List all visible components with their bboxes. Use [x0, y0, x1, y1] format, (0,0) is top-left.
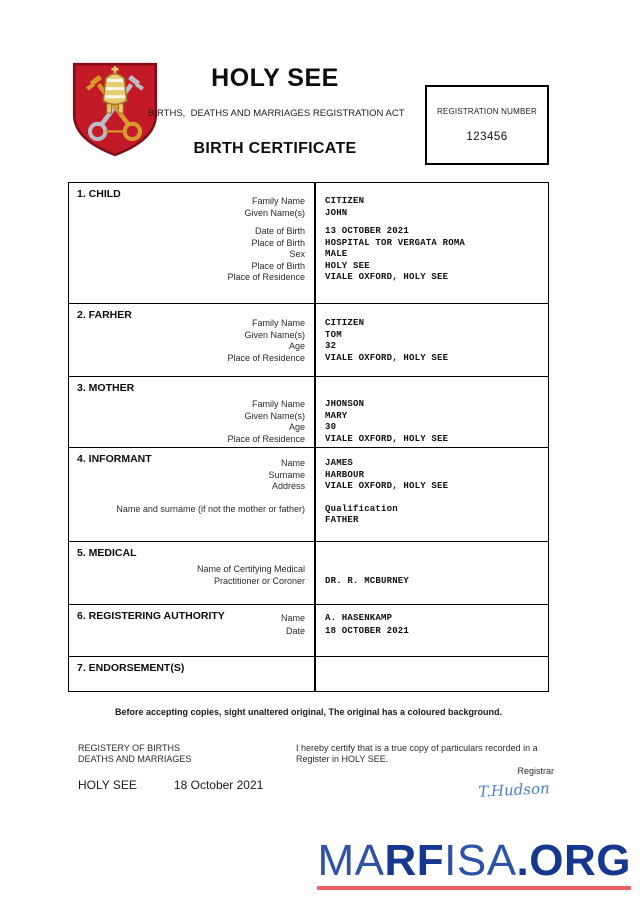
- field-value: FATHER: [325, 515, 359, 525]
- field-value: 30: [325, 422, 337, 432]
- field-label: [69, 515, 314, 527]
- field-label: Place of Birth: [251, 237, 305, 248]
- field-line: [69, 238, 548, 250]
- field-line: [69, 576, 548, 588]
- field-label: Family Name: [251, 318, 305, 328]
- field-value: VIALE OXFORD, HOLY SEE: [325, 433, 449, 444]
- field-label: Name of Certifying Medical: [196, 564, 305, 574]
- document-type-title: BIRTH CERTIFICATE: [193, 140, 357, 157]
- section-lines: [69, 304, 548, 364]
- section-lines: [69, 542, 548, 587]
- field-line: [69, 399, 548, 411]
- section-row-6: [69, 604, 548, 656]
- logo-segment: ISA: [444, 836, 517, 885]
- section-row-5: [69, 541, 548, 604]
- section-lines: [69, 183, 548, 284]
- field-label: Age: [288, 422, 305, 432]
- field-line: [69, 470, 548, 482]
- section-row-1: [69, 183, 548, 303]
- certificate-table: [68, 182, 549, 692]
- logo-segment: .ORG: [516, 836, 631, 885]
- site-logo[interactable]: [317, 838, 631, 890]
- field-value: VIALE OXFORD, HOLY SEE: [325, 352, 449, 363]
- field-line: [69, 434, 548, 446]
- footer-place: HOLY SEE: [78, 778, 137, 792]
- field-label: Place of Residence: [227, 352, 305, 363]
- registrar-signature: T.Hudson: [477, 779, 551, 801]
- field-value: JHONSON: [325, 399, 365, 409]
- section-title: 7. ENDORSEMENT(S): [77, 662, 185, 674]
- field-value: CITIZEN: [325, 196, 365, 206]
- field-label: Name: [280, 613, 305, 623]
- registration-number-label: REGISTRATION NUMBER: [436, 107, 538, 116]
- field-label: Given Name(s): [244, 410, 305, 421]
- field-line: [69, 272, 548, 284]
- section-title: 2. FARHER: [77, 309, 132, 321]
- certify-text: I hereby certify that is a true copy of particulars recorded in a Register in HOLY SEE.: [296, 743, 538, 764]
- field-value: VIALE OXFORD, HOLY SEE: [325, 481, 449, 491]
- field-line: [69, 625, 548, 638]
- field-label: Given Name(s): [244, 207, 305, 218]
- field-line: [69, 481, 548, 493]
- field-value: Qualification: [325, 503, 398, 514]
- registry-block: [78, 743, 191, 764]
- act-subtitle: BIRTHS, DEATHS AND MARRIAGES REGISTRATION ACT: [148, 108, 405, 119]
- field-label: Practitioner or Coroner: [213, 575, 305, 586]
- field-value: 13 OCTOBER 2021: [325, 226, 410, 236]
- field-label: Age: [288, 341, 305, 351]
- field-line: [69, 226, 548, 238]
- field-label: Address: [271, 481, 305, 491]
- section-row-4: [69, 447, 548, 541]
- table-column-divider: [314, 183, 316, 691]
- field-gap: [69, 493, 548, 504]
- field-value: MARY: [325, 410, 348, 421]
- field-line: [69, 564, 548, 576]
- field-line: [69, 208, 548, 220]
- section-lines: [69, 377, 548, 445]
- field-label: Place of Residence: [227, 433, 305, 444]
- section-title: 3. MOTHER: [77, 382, 135, 394]
- field-value: HOSPITAL TOR VERGATA ROMA: [325, 237, 466, 248]
- logo-segment: MA: [317, 836, 385, 885]
- section-title: 5. MEDICAL: [77, 547, 137, 559]
- field-line: [69, 318, 548, 330]
- field-value: JOHN: [325, 207, 348, 218]
- field-value: [314, 564, 325, 576]
- field-value: DR. R. MCBURNEY: [325, 575, 410, 586]
- field-line: [69, 353, 548, 365]
- logo-segment: RF: [384, 836, 445, 885]
- field-label: Date of Birth: [254, 226, 305, 236]
- field-line: [69, 196, 548, 208]
- field-label: Place of Birth: [251, 260, 305, 271]
- field-label: Family Name: [251, 196, 305, 206]
- footer-date: 18 October 2021: [173, 778, 264, 792]
- place-date-row: [78, 778, 263, 792]
- field-label: Place of Residence: [227, 272, 305, 282]
- field-value: 18 OCTOBER 2021: [325, 626, 410, 636]
- field-label: Name and surname (if not the mother or father): [116, 503, 305, 514]
- field-label: Family Name: [251, 399, 305, 409]
- header-title-block: [148, 64, 405, 158]
- field-value: VIALE OXFORD, HOLY SEE: [325, 272, 449, 282]
- section-row-3: [69, 376, 548, 447]
- page-title: HOLY SEE: [211, 64, 339, 92]
- field-value: JAMES: [325, 458, 354, 468]
- field-line: [69, 249, 548, 261]
- field-line: [69, 261, 548, 273]
- field-value: CITIZEN: [325, 318, 365, 328]
- field-value: A. HASENKAMP: [325, 613, 393, 623]
- registration-number-box: [425, 85, 549, 165]
- section-title: 4. INFORMANT: [77, 453, 152, 465]
- field-value: HARBOUR: [325, 469, 365, 480]
- section-row-2: [69, 303, 548, 376]
- field-line: [69, 515, 548, 527]
- field-label: Date: [285, 626, 305, 636]
- registry-line: DEATHS AND MARRIAGES: [78, 753, 192, 764]
- footer-notice: Before accepting copies, sight unaltered original, The original has a coloured background.: [114, 707, 503, 717]
- field-line: [69, 341, 548, 353]
- field-gap: [69, 219, 548, 226]
- field-label: Given Name(s): [244, 329, 305, 340]
- field-value: 32: [325, 341, 337, 351]
- section-row-7: [69, 656, 548, 693]
- field-line: [69, 504, 548, 516]
- field-line: [69, 330, 548, 342]
- field-label: Surname: [268, 469, 305, 480]
- field-value: MALE: [325, 249, 348, 259]
- site-logo-text: [317, 838, 631, 884]
- field-label: Name: [280, 458, 305, 468]
- field-label: Sex: [289, 249, 305, 259]
- field-value: TOM: [325, 329, 342, 340]
- logo-underline: [317, 886, 631, 890]
- field-value: HOLY SEE: [325, 260, 370, 271]
- registration-number-value: 123456: [466, 131, 508, 143]
- field-line: [69, 411, 548, 423]
- registry-line: REGISTERY OF BIRTHS: [78, 743, 181, 753]
- field-line: [69, 422, 548, 434]
- section-title: 6. REGISTERING AUTHORITY: [77, 610, 225, 622]
- section-title: 1. CHILD: [77, 188, 121, 200]
- registrar-label: Registrar: [517, 766, 554, 776]
